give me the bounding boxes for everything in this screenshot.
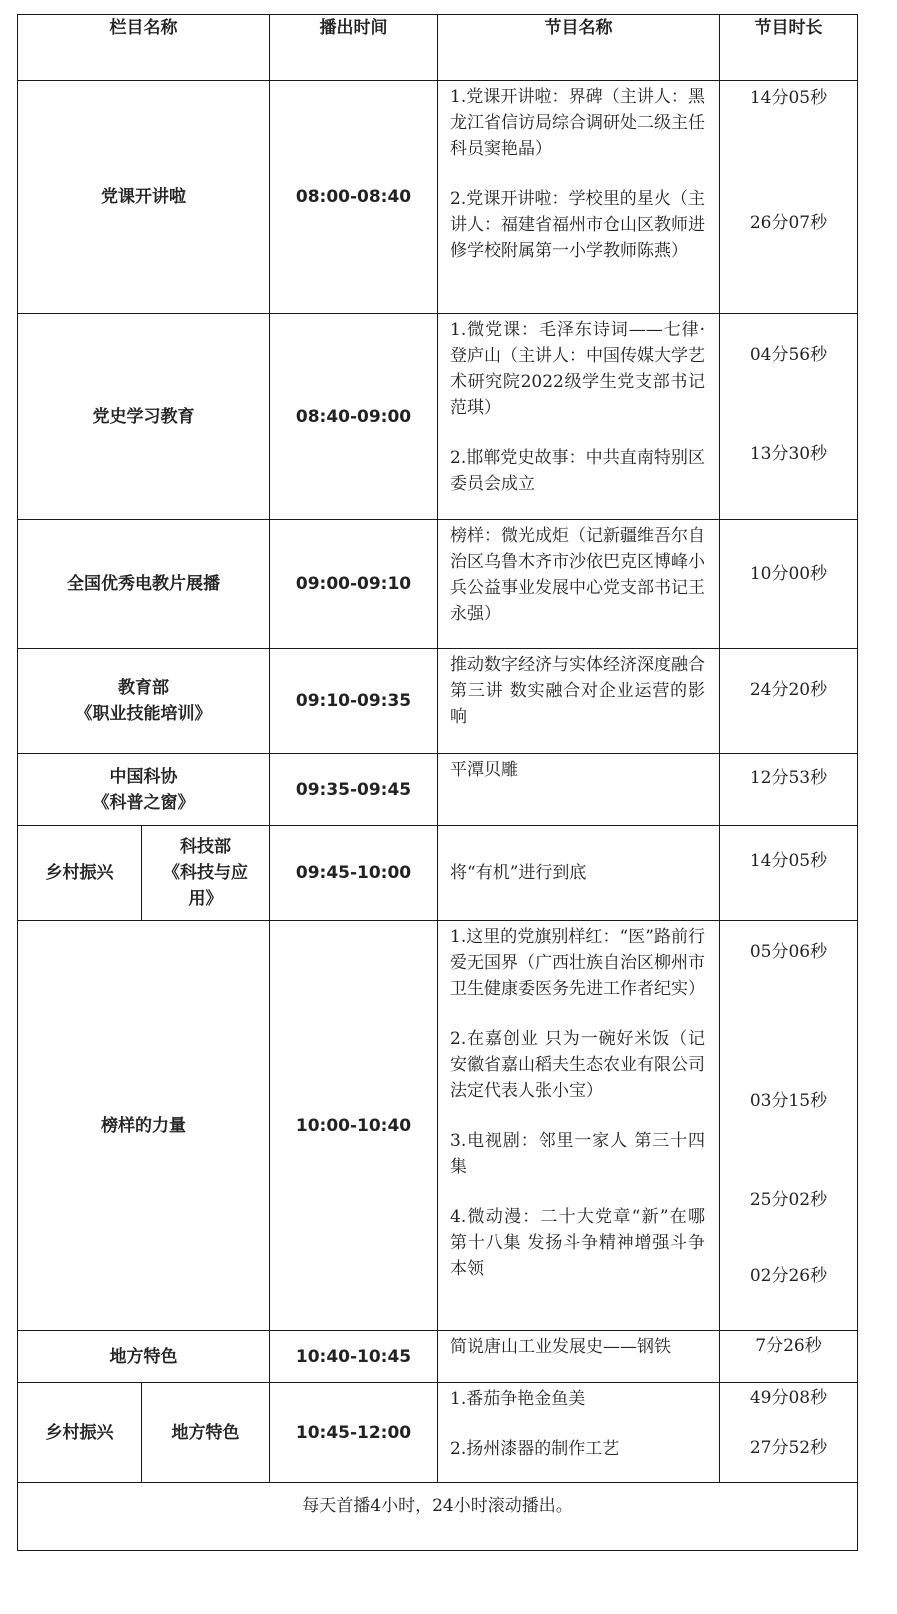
column-name-line: 用》 — [188, 889, 223, 909]
table-row — [18, 1331, 858, 1383]
program-item: 2.邯郸党史故事：中共直南特别区委员会成立 — [450, 448, 705, 494]
table-row — [18, 921, 858, 1331]
schedule-table — [17, 14, 858, 1551]
column-name-sub — [142, 826, 270, 921]
program-cell — [438, 921, 720, 1331]
column-name: 党史学习教育 — [18, 314, 270, 520]
duration: 05分06秒 — [749, 942, 828, 962]
air-time: 09:35-09:45 — [270, 754, 438, 826]
column-name-line: 教育部 — [118, 678, 169, 698]
header-duration: 节目时长 — [720, 15, 858, 81]
duration: 10分00秒 — [749, 564, 828, 584]
program-cell — [438, 826, 720, 921]
table-row — [18, 81, 858, 314]
header-column-name: 栏目名称 — [18, 15, 270, 81]
air-time: 09:00-09:10 — [270, 520, 438, 649]
duration: 04分56秒 — [749, 345, 828, 365]
table-row — [18, 826, 858, 921]
duration-cell — [720, 826, 858, 921]
duration: 49分08秒 — [749, 1388, 828, 1408]
program-item: 1.这里的党旗别样红：“医”路前行 爱无国界（广西壮族自治区柳州市卫生健康委医务先进工作者纪实） — [450, 927, 705, 999]
table-row — [18, 649, 858, 754]
duration-cell — [720, 921, 858, 1331]
header-program-name: 节目名称 — [438, 15, 720, 81]
program-cell — [438, 1383, 720, 1483]
duration-cell — [720, 520, 858, 649]
program-cell — [438, 754, 720, 826]
footer-row — [18, 1483, 858, 1551]
duration: 7分26秒 — [755, 1336, 822, 1356]
table-row — [18, 314, 858, 520]
duration-cell — [720, 1383, 858, 1483]
column-name-category: 乡村振兴 — [18, 1383, 142, 1483]
program-item: 2.扬州漆器的制作工艺 — [450, 1439, 620, 1459]
column-name: 党课开讲啦 — [18, 81, 270, 314]
column-name — [18, 649, 270, 754]
column-name: 地方特色 — [18, 1331, 270, 1383]
program-cell — [438, 81, 720, 314]
program-cell — [438, 314, 720, 520]
duration: 03分15秒 — [749, 1091, 828, 1111]
duration: 14分05秒 — [749, 851, 828, 871]
column-name-line: 中国科协 — [109, 766, 178, 787]
table-row — [18, 520, 858, 649]
duration: 13分30秒 — [749, 444, 828, 464]
column-name-line: 《职业技能培训》 — [75, 704, 212, 724]
duration-cell — [720, 649, 858, 754]
air-time: 10:00-10:40 — [270, 921, 438, 1331]
duration-cell — [720, 1331, 858, 1383]
header-row — [18, 15, 858, 81]
duration-cell — [720, 81, 858, 314]
duration: 12分53秒 — [749, 768, 828, 788]
column-name-sub: 地方特色 — [142, 1383, 270, 1483]
footer-note: 每天首播4小时，24小时滚动播出。 — [18, 1483, 858, 1551]
duration-cell — [720, 754, 858, 826]
air-time: 09:45-10:00 — [270, 826, 438, 921]
duration: 14分05秒 — [749, 88, 828, 108]
program-item: 简说唐山工业发展史——钢铁 — [450, 1337, 671, 1357]
table-row — [18, 1383, 858, 1483]
duration-cell — [720, 314, 858, 520]
program-cell — [438, 520, 720, 649]
air-time: 10:45-12:00 — [270, 1383, 438, 1483]
air-time: 08:00-08:40 — [270, 81, 438, 314]
duration: 02分26秒 — [749, 1266, 828, 1286]
column-name-line: 科技部 — [180, 837, 231, 857]
duration: 24分20秒 — [749, 680, 828, 700]
duration: 26分07秒 — [749, 213, 828, 233]
column-name — [18, 754, 270, 826]
program-item: 榜样：微光成炬（记新疆维吾尔自治区乌鲁木齐市沙依巴克区博峰小兵公益事业发展中心党支部书记王永强） — [450, 526, 705, 624]
program-item: 4.微动漫：二十大党章“新”在哪 第十八集 发扬斗争精神增强斗争本领 — [450, 1207, 705, 1279]
program-item: 1.党课开讲啦：界碑（主讲人：黑龙江省信访局综合调研处二级主任科员窦艳晶） — [450, 87, 705, 159]
air-time: 08:40-09:00 — [270, 314, 438, 520]
header-air-time: 播出时间 — [270, 15, 438, 81]
duration: 27分52秒 — [749, 1438, 828, 1458]
column-name: 榜样的力量 — [18, 921, 270, 1331]
program-item: 1.微党课：毛泽东诗词——七律·登庐山（主讲人：中国传媒大学艺术研究院2022级学生党支部书记范琪） — [450, 320, 705, 418]
program-item: 推动数字经济与实体经济深度融合 第三讲 数实融合对企业运营的影响 — [450, 655, 705, 727]
program-item: 2.在嘉创业 只为一碗好米饭（记安徽省嘉山稻夫生态农业有限公司法定代表人张小宝） — [450, 1029, 705, 1101]
program-item: 将“有机”进行到底 — [450, 863, 587, 883]
table-row — [18, 754, 858, 826]
program-cell — [438, 1331, 720, 1383]
air-time: 10:40-10:45 — [270, 1331, 438, 1383]
column-name-category: 乡村振兴 — [18, 826, 142, 921]
column-name-line: 《科技与应 — [163, 863, 248, 883]
program-item: 平潭贝雕 — [450, 760, 518, 780]
column-name-line: 《科普之窗》 — [92, 792, 195, 813]
program-item: 2.党课开讲啦：学校里的星火（主讲人：福建省福州市仓山区教师进修学校附属第一小学教师陈燕） — [450, 189, 705, 261]
program-item: 3.电视剧：邻里一家人 第三十四集 — [450, 1131, 705, 1177]
column-name: 全国优秀电教片展播 — [18, 520, 270, 649]
air-time: 09:10-09:35 — [270, 649, 438, 754]
program-cell — [438, 649, 720, 754]
program-item: 1.番茄争艳金鱼美 — [450, 1389, 586, 1409]
duration: 25分02秒 — [749, 1190, 828, 1210]
